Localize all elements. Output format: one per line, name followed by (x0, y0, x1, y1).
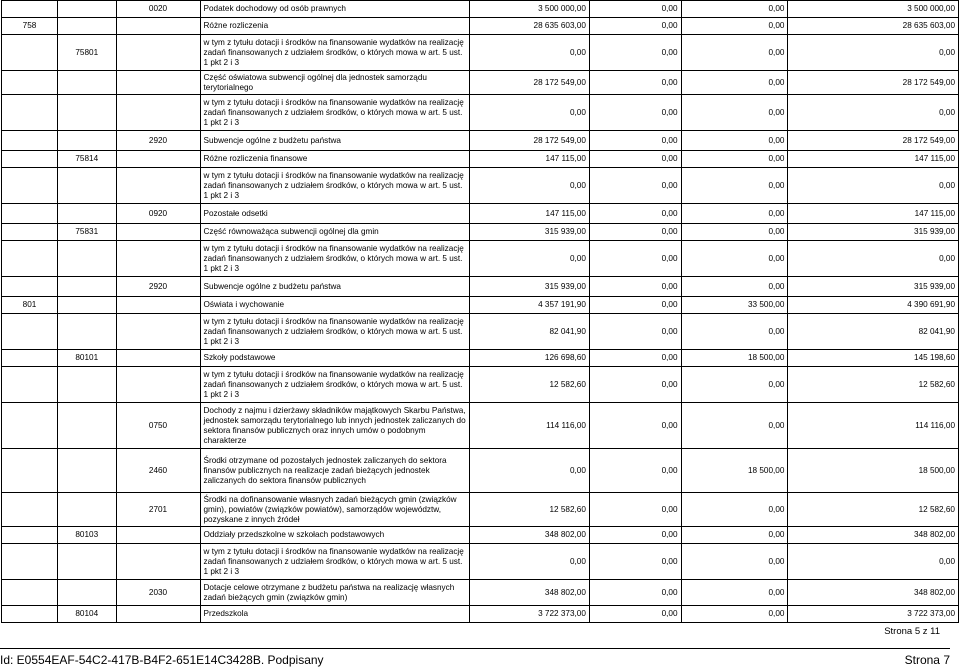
amount-cell: 0,00 (589, 1, 681, 18)
paragraf-cell (116, 224, 200, 241)
amount-cell: 0,00 (681, 403, 788, 449)
paragraf-cell (116, 544, 200, 580)
amount-cell: 28 172 549,00 (470, 131, 590, 151)
amount-cell: 114 116,00 (470, 403, 590, 449)
dzial-cell (2, 71, 58, 95)
rozdzial-cell (57, 168, 116, 204)
amount-cell: 28 172 549,00 (470, 71, 590, 95)
amount-cell: 0,00 (589, 95, 681, 131)
amount-cell: 0,00 (589, 606, 681, 623)
amount-cell: 4 390 691,90 (788, 297, 959, 314)
table-row (2, 1, 959, 18)
rozdzial-cell: 75831 (57, 224, 116, 241)
dzial-cell (2, 224, 58, 241)
amount-cell: 145 198,60 (788, 350, 959, 367)
dzial-cell (2, 350, 58, 367)
amount-cell: 0,00 (681, 18, 788, 35)
table-row (2, 544, 959, 580)
rozdzial-cell (57, 367, 116, 403)
description-cell: Dotacje celowe otrzymane z budżetu państwa na realizację własnych zadań bieżących gmin (związków gmin) (200, 580, 470, 606)
page-number: Strona 7 (904, 653, 950, 667)
table-row (2, 350, 959, 367)
rozdzial-cell (57, 241, 116, 277)
rozdzial-cell (57, 403, 116, 449)
rozdzial-cell: 80101 (57, 350, 116, 367)
amount-cell: 28 172 549,00 (788, 71, 959, 95)
amount-cell: 0,00 (788, 35, 959, 71)
amount-cell: 0,00 (470, 168, 590, 204)
table-row (2, 527, 959, 544)
amount-cell: 147 115,00 (470, 151, 590, 168)
rozdzial-cell (57, 297, 116, 314)
paragraf-cell (116, 71, 200, 95)
paragraf-cell: 0750 (116, 403, 200, 449)
amount-cell: 0,00 (589, 544, 681, 580)
rozdzial-cell (57, 1, 116, 18)
amount-cell: 82 041,90 (788, 314, 959, 350)
amount-cell: 315 939,00 (788, 224, 959, 241)
amount-cell: 0,00 (681, 35, 788, 71)
amount-cell: 18 500,00 (681, 350, 788, 367)
dzial-cell (2, 131, 58, 151)
amount-cell: 3 722 373,00 (788, 606, 959, 623)
table-row (2, 204, 959, 224)
description-cell: w tym z tytułu dotacji i środków na finansowanie wydatków na realizację zadań finansowanych z udziałem środków, o których mowa w art. 5 ust. 1 pkt 2 i 3 (200, 367, 470, 403)
paragraf-cell (116, 168, 200, 204)
table-row (2, 18, 959, 35)
dzial-cell (2, 606, 58, 623)
dzial-cell (2, 95, 58, 131)
dzial-cell (2, 168, 58, 204)
amount-cell: 114 116,00 (788, 403, 959, 449)
description-cell: w tym z tytułu dotacji i środków na finansowanie wydatków na realizację zadań finansowanych z udziałem środków, o których mowa w art. 5 ust. 1 pkt 2 i 3 (200, 35, 470, 71)
amount-cell: 0,00 (589, 168, 681, 204)
amount-cell: 0,00 (681, 580, 788, 606)
description-cell: w tym z tytułu dotacji i środków na finansowanie wydatków na realizację zadań finansowanych z udziałem środków, o których mowa w art. 5 ust. 1 pkt 2 i 3 (200, 168, 470, 204)
dzial-cell (2, 367, 58, 403)
table-row (2, 606, 959, 623)
description-cell: Pozostałe odsetki (200, 204, 470, 224)
rozdzial-cell (57, 277, 116, 297)
description-cell: Środki na dofinansowanie własnych zadań bieżących gmin (związków gmin), powiatów (związków powiatów), samorządów województw, pozyskane z innych źródeł (200, 493, 470, 527)
amount-cell: 0,00 (589, 314, 681, 350)
table-row (2, 580, 959, 606)
table-row (2, 314, 959, 350)
amount-cell: 147 115,00 (470, 204, 590, 224)
amount-cell: 126 698,60 (470, 350, 590, 367)
amount-cell: 12 582,60 (470, 493, 590, 527)
table-row (2, 151, 959, 168)
description-cell: Przedszkola (200, 606, 470, 623)
amount-cell: 0,00 (589, 241, 681, 277)
amount-cell: 0,00 (589, 35, 681, 71)
table-row (2, 297, 959, 314)
table-row (2, 71, 959, 95)
table-row (2, 224, 959, 241)
amount-cell: 0,00 (681, 314, 788, 350)
table-row (2, 131, 959, 151)
amount-cell: 0,00 (589, 297, 681, 314)
amount-cell: 0,00 (681, 606, 788, 623)
amount-cell: 0,00 (681, 367, 788, 403)
rozdzial-cell: 75814 (57, 151, 116, 168)
amount-cell: 315 939,00 (470, 224, 590, 241)
amount-cell: 28 635 603,00 (470, 18, 590, 35)
amount-cell: 348 802,00 (470, 580, 590, 606)
amount-cell: 0,00 (589, 151, 681, 168)
amount-cell: 0,00 (681, 131, 788, 151)
amount-cell: 82 041,90 (470, 314, 590, 350)
footer-divider (0, 648, 950, 649)
table-row (2, 367, 959, 403)
rozdzial-cell (57, 314, 116, 350)
amount-cell: 0,00 (589, 449, 681, 493)
dzial-cell (2, 204, 58, 224)
amount-cell: 0,00 (788, 168, 959, 204)
amount-cell: 0,00 (681, 544, 788, 580)
paragraf-cell (116, 350, 200, 367)
amount-cell: 0,00 (681, 241, 788, 277)
paragraf-cell (116, 18, 200, 35)
description-cell: Podatek dochodowy od osób prawnych (200, 1, 470, 18)
amount-cell: 348 802,00 (788, 580, 959, 606)
table-row (2, 277, 959, 297)
rozdzial-cell (57, 18, 116, 35)
amount-cell: 28 635 603,00 (788, 18, 959, 35)
amount-cell: 0,00 (470, 449, 590, 493)
rozdzial-cell: 80104 (57, 606, 116, 623)
amount-cell: 315 939,00 (788, 277, 959, 297)
dzial-cell (2, 151, 58, 168)
description-cell: w tym z tytułu dotacji i środków na finansowanie wydatków na realizację zadań finansowanych z udziałem środków, o których mowa w art. 5 ust. 1 pkt 2 i 3 (200, 314, 470, 350)
amount-cell: 0,00 (589, 131, 681, 151)
description-cell: Część oświatowa subwencji ogólnej dla jednostek samorządu terytorialnego (200, 71, 470, 95)
paragraf-cell (116, 527, 200, 544)
amount-cell: 0,00 (788, 544, 959, 580)
amount-cell: 315 939,00 (470, 277, 590, 297)
amount-cell: 12 582,60 (788, 367, 959, 403)
amount-cell: 0,00 (788, 95, 959, 131)
description-cell: Dochody z najmu i dzierżawy składników majątkowych Skarbu Państwa, jednostek samorządu terytorialnego lub innych jednostek zaliczanych do sektora finansów publicznych oraz innych umów o podobnym charakterze (200, 403, 470, 449)
paragraf-cell: 2920 (116, 131, 200, 151)
table-row (2, 403, 959, 449)
amount-cell: 0,00 (681, 1, 788, 18)
amount-cell: 4 357 191,90 (470, 297, 590, 314)
table-row (2, 241, 959, 277)
description-cell: w tym z tytułu dotacji i środków na finansowanie wydatków na realizację zadań finansowanych z udziałem środków, o których mowa w art. 5 ust. 1 pkt 2 i 3 (200, 241, 470, 277)
amount-cell: 0,00 (681, 527, 788, 544)
amount-cell: 33 500,00 (681, 297, 788, 314)
dzial-cell (2, 580, 58, 606)
amount-cell: 0,00 (589, 224, 681, 241)
description-cell: Oświata i wychowanie (200, 297, 470, 314)
description-cell: Subwencje ogólne z budżetu państwa (200, 277, 470, 297)
description-cell: Różne rozliczenia finansowe (200, 151, 470, 168)
amount-cell: 147 115,00 (788, 151, 959, 168)
table-row (2, 168, 959, 204)
amount-cell: 0,00 (681, 168, 788, 204)
amount-cell: 0,00 (470, 95, 590, 131)
paragraf-cell (116, 95, 200, 131)
amount-cell: 0,00 (589, 204, 681, 224)
dzial-cell: 758 (2, 18, 58, 35)
rozdzial-cell (57, 95, 116, 131)
description-cell: w tym z tytułu dotacji i środków na finansowanie wydatków na realizację zadań finansowanych z udziałem środków, o których mowa w art. 5 ust. 1 pkt 2 i 3 (200, 95, 470, 131)
amount-cell: 147 115,00 (788, 204, 959, 224)
amount-cell: 0,00 (589, 367, 681, 403)
description-cell: Środki otrzymane od pozostałych jednostek zaliczanych do sektora finansów publicznych na realizacje zadań bieżących jednostek zaliczanych do sektora finansów publicznych (200, 449, 470, 493)
dzial-cell (2, 241, 58, 277)
amount-cell: 0,00 (589, 277, 681, 297)
amount-cell: 28 172 549,00 (788, 131, 959, 151)
description-cell: Subwencje ogólne z budżetu państwa (200, 131, 470, 151)
rozdzial-cell (57, 204, 116, 224)
description-cell: Różne rozliczenia (200, 18, 470, 35)
amount-cell: 0,00 (681, 224, 788, 241)
rozdzial-cell (57, 493, 116, 527)
description-cell: Szkoły podstawowe (200, 350, 470, 367)
amount-cell: 3 722 373,00 (470, 606, 590, 623)
dzial-cell: 801 (2, 297, 58, 314)
table-row (2, 449, 959, 493)
paragraf-cell (116, 35, 200, 71)
amount-cell: 0,00 (589, 403, 681, 449)
paragraf-cell: 0920 (116, 204, 200, 224)
amount-cell: 3 500 000,00 (470, 1, 590, 18)
budget-table (1, 0, 959, 623)
rozdzial-cell (57, 544, 116, 580)
paragraf-cell (116, 241, 200, 277)
amount-cell: 0,00 (589, 527, 681, 544)
amount-cell: 0,00 (681, 151, 788, 168)
amount-cell: 12 582,60 (788, 493, 959, 527)
amount-cell: 0,00 (681, 95, 788, 131)
amount-cell: 0,00 (470, 241, 590, 277)
paragraf-cell (116, 297, 200, 314)
dzial-cell (2, 449, 58, 493)
description-cell: Część równoważąca subwencji ogólnej dla gmin (200, 224, 470, 241)
paragraf-cell (116, 367, 200, 403)
rozdzial-cell (57, 449, 116, 493)
paragraf-cell (116, 606, 200, 623)
rozdzial-cell: 75801 (57, 35, 116, 71)
paragraf-cell (116, 314, 200, 350)
paragraf-cell: 2030 (116, 580, 200, 606)
description-cell: Oddziały przedszkolne w szkołach podstawowych (200, 527, 470, 544)
amount-cell: 18 500,00 (681, 449, 788, 493)
amount-cell: 12 582,60 (470, 367, 590, 403)
table-row (2, 35, 959, 71)
description-cell: w tym z tytułu dotacji i środków na finansowanie wydatków na realizację zadań finansowanych z udziałem środków, o których mowa w art. 5 ust. 1 pkt 2 i 3 (200, 544, 470, 580)
amount-cell: 0,00 (681, 277, 788, 297)
paragraf-cell: 2460 (116, 449, 200, 493)
dzial-cell (2, 544, 58, 580)
dzial-cell (2, 1, 58, 18)
amount-cell: 0,00 (589, 493, 681, 527)
amount-cell: 0,00 (589, 580, 681, 606)
amount-cell: 0,00 (589, 350, 681, 367)
dzial-cell (2, 35, 58, 71)
dzial-cell (2, 314, 58, 350)
rozdzial-cell (57, 71, 116, 95)
document-id: Id: E0554EAF-54C2-417B-B4F2-651E14C3428B. Podpisany (0, 653, 324, 667)
table-row (2, 95, 959, 131)
page-counter: Strona 5 z 11 (884, 626, 940, 637)
dzial-cell (2, 277, 58, 297)
amount-cell: 348 802,00 (788, 527, 959, 544)
amount-cell: 3 500 000,00 (788, 1, 959, 18)
rozdzial-cell (57, 131, 116, 151)
table-row (2, 493, 959, 527)
amount-cell: 18 500,00 (788, 449, 959, 493)
paragraf-cell: 2920 (116, 277, 200, 297)
dzial-cell (2, 493, 58, 527)
amount-cell: 348 802,00 (470, 527, 590, 544)
amount-cell: 0,00 (589, 71, 681, 95)
dzial-cell (2, 403, 58, 449)
dzial-cell (2, 527, 58, 544)
amount-cell: 0,00 (681, 493, 788, 527)
amount-cell: 0,00 (470, 35, 590, 71)
amount-cell: 0,00 (681, 204, 788, 224)
amount-cell: 0,00 (470, 544, 590, 580)
paragraf-cell (116, 151, 200, 168)
rozdzial-cell (57, 580, 116, 606)
paragraf-cell: 2701 (116, 493, 200, 527)
amount-cell: 0,00 (589, 18, 681, 35)
amount-cell: 0,00 (788, 241, 959, 277)
rozdzial-cell: 80103 (57, 527, 116, 544)
paragraf-cell: 0020 (116, 1, 200, 18)
amount-cell: 0,00 (681, 71, 788, 95)
